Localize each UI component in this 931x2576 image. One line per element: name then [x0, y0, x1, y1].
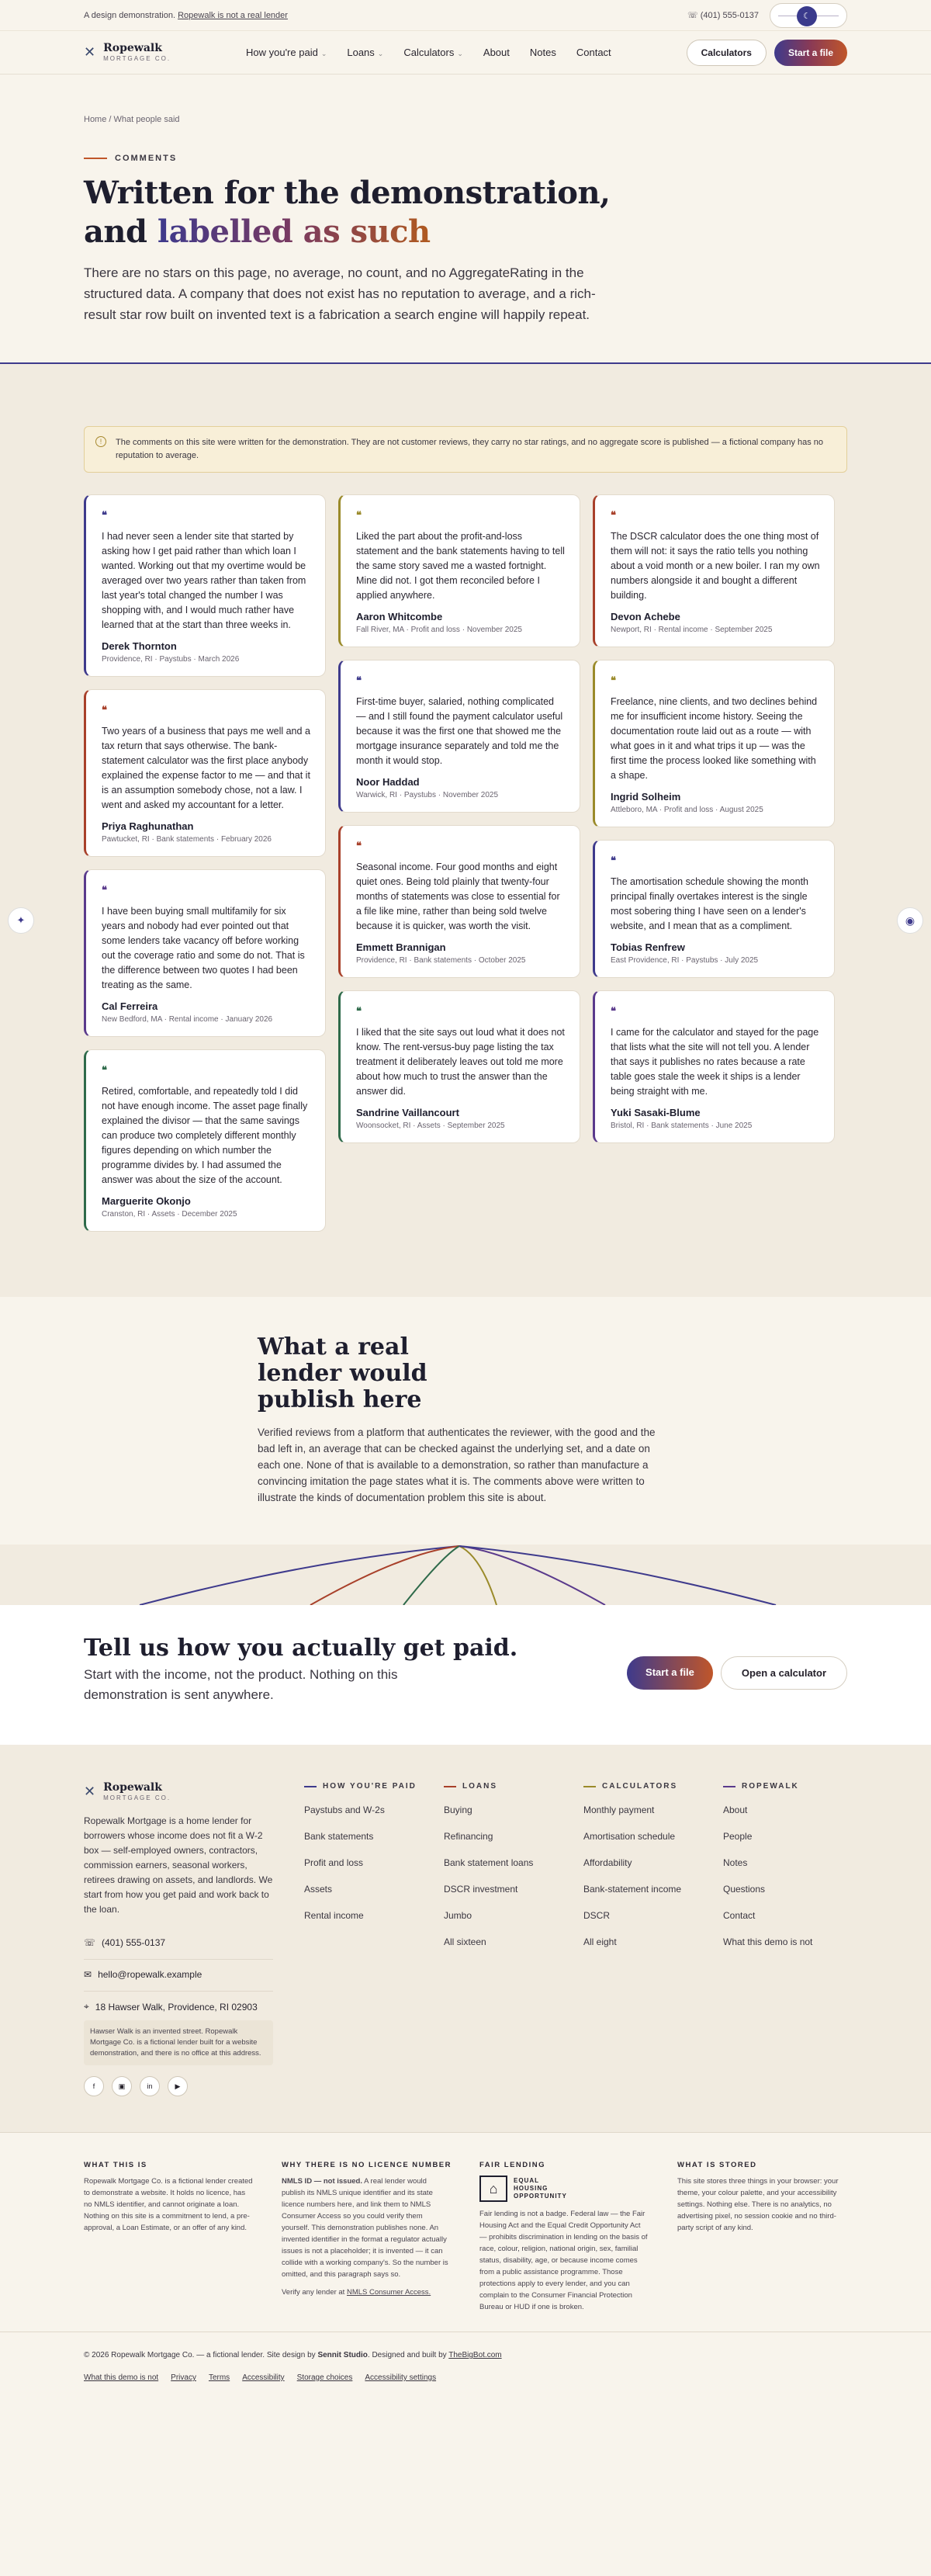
brand-sub: MORTGAGE CO.: [103, 1794, 171, 1801]
nav-item-contact[interactable]: Contact: [576, 47, 611, 58]
breadcrumb: Home / What people said: [84, 115, 180, 124]
comment-column: [593, 494, 835, 1143]
footer-link[interactable]: Refinancing: [444, 1831, 493, 1842]
link-terms[interactable]: Terms: [208, 2373, 230, 2382]
footer-column-title: [583, 1782, 708, 1791]
main-nav: [0, 31, 931, 75]
legal-heading: WHY THERE IS NO LICENCE NUMBER: [282, 2161, 452, 2169]
commenter-name: Sandrine Vaillancourt: [356, 1107, 459, 1118]
house-icon: ⌂: [479, 2176, 507, 2202]
chevron-down-icon: ⌄: [377, 50, 384, 57]
comment-column: [338, 494, 580, 1143]
start-file-cta-button[interactable]: Start a file: [627, 1656, 713, 1690]
footer-link[interactable]: Rental income: [304, 1910, 364, 1921]
comment-card: [84, 869, 326, 1037]
footer-link[interactable]: Assets: [304, 1884, 333, 1895]
link-storage[interactable]: Storage choices: [296, 2373, 353, 2382]
comment-meta: Newport, RI · Rental income · September 2025: [611, 626, 773, 634]
footer-title-text: ROPEWALK: [742, 1782, 799, 1791]
footer-link[interactable]: Amortisation schedule: [583, 1831, 676, 1842]
commenter-name: Aaron Whitcombe: [356, 611, 443, 622]
facebook-icon[interactable]: f: [84, 2076, 104, 2096]
footer-link[interactable]: Jumbo: [444, 1910, 472, 1921]
moon-icon: ☾: [797, 6, 817, 26]
footer-column-title: [304, 1782, 428, 1791]
commenter-name: Yuki Sasaki-Blume: [611, 1107, 701, 1118]
footer-column-title: [723, 1782, 847, 1791]
title-line-2a: and: [84, 213, 157, 250]
commenter-name: Marguerite Okonjo: [102, 1195, 191, 1207]
comment-meta: Warwick, RI · Paystubs · November 2025: [356, 791, 499, 799]
licence-body: A real lender would publish its NMLS unique identifier and its state licence numbers here, and link them to NMLS Consumer Access so you could verify them yourself. This demonstration publishes none. An invented identifier in the format a regulator actually issues is not a placeholder; it is invented — it can collide with a working company's. So the number is omitted, and this paragraph says so.: [282, 2177, 448, 2279]
comment-text: I had never seen a lender site that started by asking how I get paid rather than which loan I wanted. Working out that my overtime would be averaged over two years rather than taken from last year's total changed the number I was shopping with, and I would much rather have learned that at the start than three weeks in.: [102, 531, 306, 630]
commenter-name: Cal Ferreira: [102, 1000, 158, 1012]
footer-link[interactable]: Bank-statement income: [583, 1884, 682, 1895]
chevron-down-icon: ⌄: [320, 50, 327, 57]
comment-text: The amortisation schedule showing the month principal finally overtakes interest is the single most sobering thing I have seen on a lender's website, and I mean that as a compliment.: [611, 876, 809, 931]
eyebrow: [84, 154, 847, 163]
comment-text: I liked that the site says out loud what it does not know. The rent-versus-buy page listing the tax treatment it deliberately leaves out told me more about how much to trust the answer than the answer did.: [356, 1027, 565, 1097]
commenter-name: Devon Achebe: [611, 611, 680, 622]
link-a11y-settings[interactable]: Accessibility settings: [365, 2373, 437, 2382]
legal-section: [0, 2133, 931, 2332]
real-lender-title: What a real lender would publish here: [258, 1333, 427, 1413]
hero-lede: There are no stars on this page, no average, no count, and no AggregateRating in the structured data. A company that does not exist has no reputation to average, and a rich-result star row built on invented text is a fabrication a search engine will happily repeat.: [84, 265, 596, 322]
footer-link[interactable]: DSCR: [583, 1910, 611, 1921]
nav-item-notes[interactable]: Notes: [529, 47, 556, 58]
comment-meta: Bristol, RI · Bank statements · June 2025: [611, 1122, 753, 1130]
link-accessibility[interactable]: Accessibility: [242, 2373, 285, 2382]
comment-meta: Providence, RI · Paystubs · March 2026: [102, 655, 240, 664]
nav-label: How you're paid: [246, 47, 318, 58]
address-note: Hawser Walk is an invented street. Ropewalk Mortgage Co. is a fictional lender built for a website demonstration, and there is no office at this address.: [84, 2020, 273, 2065]
commenter-name: Tobias Renfrew: [611, 941, 685, 953]
comment-card: [338, 990, 580, 1143]
builder-link[interactable]: TheBigBot.com: [448, 2351, 502, 2359]
bottom-bar: [0, 2332, 931, 2413]
brand-name: Ropewalk: [103, 1781, 162, 1794]
legal-text: Ropewalk Mortgage Co. is a fictional lender created to demonstrate a website. It holds no licence, has no NMLS identifier, and cannot originate a loan. Nothing on this site is a commitment to lend, a pre-approval, a Loan Estimate, or an offer of any kind.: [84, 2177, 253, 2232]
knot-logo-icon: ✕: [84, 1784, 96, 1799]
comment-meta: Woonsocket, RI · Assets · September 2025: [356, 1122, 505, 1130]
nav-menu: [246, 47, 611, 58]
comment-meta: Providence, RI · Bank statements · October 2025: [356, 956, 526, 965]
footer-link[interactable]: Bank statements: [304, 1831, 374, 1842]
comment-meta: East Providence, RI · Paystubs · July 2025: [611, 956, 759, 965]
email-text: hello@ropewalk.example: [98, 1969, 202, 1980]
hero: [0, 75, 931, 364]
licence-text: [282, 2176, 452, 2280]
phone-number: (401) 555-0137: [700, 11, 759, 20]
phone-link[interactable]: ☏ (401) 555-0137: [687, 11, 759, 20]
nmls-link[interactable]: NMLS Consumer Access.: [346, 2288, 431, 2297]
brand-name: Ropewalk: [103, 42, 162, 54]
nav-item-how-paid[interactable]: [246, 47, 327, 58]
footer-title-text: LOANS: [462, 1782, 497, 1791]
footer-title-text: HOW YOU'RE PAID: [323, 1782, 417, 1791]
footer-link[interactable]: Affordability: [583, 1857, 632, 1868]
footer-link[interactable]: What this demo is not: [723, 1936, 813, 1947]
legal-heading: WHAT THIS IS: [84, 2161, 147, 2169]
quote-icon: ❝: [611, 1005, 616, 1017]
palette-icon[interactable]: ◉: [897, 907, 923, 934]
comment-text: I came for the calculator and stayed for the page that lists what the site will not tell you. A lender that says it publishes no rates because a rate table goes stale the week it ships is a lender being straight with me.: [611, 1027, 819, 1097]
comment-card: [338, 494, 580, 647]
footer-column-title: [444, 1782, 568, 1791]
mail-icon: ✉: [84, 1969, 92, 1980]
quote-icon: ❝: [356, 674, 362, 686]
bottom-links: [84, 2373, 847, 2382]
pin-icon: ⌖: [84, 2001, 89, 2012]
copy-b: . Designed and built by: [367, 2351, 449, 2359]
footer-link[interactable]: Paystubs and W-2s: [304, 1805, 385, 1815]
nav-item-loans[interactable]: [347, 47, 383, 58]
link-privacy[interactable]: Privacy: [171, 2373, 196, 2382]
open-calculator-button[interactable]: Open a calculator: [721, 1656, 847, 1690]
studio-name: Sennit Studio: [317, 2351, 368, 2359]
phone-text: (401) 555-0137: [102, 1937, 166, 1948]
copy-a: © 2026 Ropewalk Mortgage Co. — a fictional lender. Site design by: [84, 2351, 318, 2359]
legal-text: This site stores three things in your browser: your theme, your colour palette, and your accessibility settings. Nothing else. There is no analytics, no advertising pixel, no session cookie and no third-party script of any kind.: [677, 2177, 839, 2232]
eyebrow-label: COMMENTS: [115, 154, 178, 163]
comment-card: [84, 494, 326, 677]
footer-logo[interactable]: [84, 1782, 273, 1801]
legal-text: Fair lending is not a badge. Federal law — the Fair Housing Act and the Equal Credit Opportunity Act — prohibits discrimination in lending on the basis of race, colour, religion, national origin, sex, familial status, disability, age, or because income comes from a public assistance programme. Those protections apply to every lender, and you can complain to the Consumer Financial Protection Bureau or HUD if one is broken.: [479, 2210, 648, 2311]
brand-sub: MORTGAGE CO.: [103, 55, 171, 62]
quote-icon: ❝: [611, 509, 616, 521]
comment-text: The DSCR calculator does the one thing most of them will not: it says the ratio tells you nothing about a void month or a new boiler. I ran my own numbers alongside it and bought a different building.: [611, 531, 820, 601]
logo[interactable]: [84, 43, 171, 62]
comment-text: Freelance, nine clients, and two declines behind me for insufficient income history. Seeing the documentation route laid out as a route — with what goes in it and what trips it up — was the first time the process looked like something with a shape.: [611, 696, 818, 781]
footer-title-text: CALCULATORS: [602, 1782, 678, 1791]
footer-description: Ropewalk Mortgage is a home lender for borrowers whose income does not fit a W-2 box — self-employed owners, contractors, commission earners, seasonal workers, retirees drawing on assets, and landlords. We start from how you get paid and work back to the loan.: [84, 1815, 273, 1915]
comment-columns: [84, 494, 847, 1232]
footer: [0, 1745, 931, 2133]
comment-card: [84, 1049, 326, 1232]
social-links: [84, 2076, 273, 2096]
comment-text: I have been buying small multifamily for six years and nobody had ever pointed out that some lenders take vacancy off before working out the coverage ratio and some do not. That is the difference between two quotes I had been treating as the same.: [102, 906, 305, 990]
verify-line: [282, 2287, 452, 2298]
demo-disclaimer: [84, 11, 288, 20]
footer-email[interactable]: [84, 1959, 273, 1980]
quote-icon: ❝: [102, 509, 107, 521]
quote-icon: ❝: [356, 1005, 362, 1017]
footer-link[interactable]: Monthly payment: [583, 1805, 655, 1815]
comment-card: [593, 660, 835, 827]
comment-text: First-time buyer, salaried, nothing complicated — and I still found the payment calculator useful because it was the first one that showed me the mortgage insurance separately and told me the month it would stop.: [356, 696, 563, 766]
copyright: [84, 2351, 847, 2359]
commenter-name: Emmett Brannigan: [356, 941, 446, 953]
address-text: 18 Hawser Walk, Providence, RI 02903: [95, 2001, 258, 2013]
theme-toggle[interactable]: [770, 3, 847, 28]
comment-text: Seasonal income. Four good months and eight quiet ones. Being told plainly that twenty-four months of statements was close to essential for a file like mine, rather than being sold twelve because it is quicker, was worth the visit.: [356, 862, 560, 931]
notice-text: The comments on this site were written for the demonstration. They are not customer reviews, they carry no star ratings, and no aggregate score is published — a fictional company has no reputation to average.: [116, 438, 824, 460]
footer-phone[interactable]: [84, 1928, 273, 1948]
comment-text: Retired, comfortable, and repeatedly told I did not have enough income. The asset page finally explained the divisor — that the same savings can produce two completely different monthly figures depending on which number the programme divides by. I had assumed the answer was about the size of the account.: [102, 1086, 308, 1185]
nav-label: Loans: [347, 47, 375, 58]
comment-meta: Pawtucket, RI · Bank statements · February 2026: [102, 835, 272, 844]
comment-meta: Attleboro, MA · Profit and loss · August 2025: [611, 806, 763, 814]
quote-icon: ❝: [102, 884, 107, 896]
link-demo-not[interactable]: What this demo is not: [84, 2373, 159, 2382]
footer-column: [444, 1782, 568, 2096]
cta-section: [0, 1605, 931, 1745]
top-bar: [0, 0, 931, 31]
footer-link[interactable]: DSCR investment: [444, 1884, 518, 1895]
comment-text: Two years of a business that pays me well and a tax return that says otherwise. The bank-statement calculator was the first place anybody explained the expense factor to me — and that it is an assumption somebody chose, not a law. I went and asked my accountant for a letter.: [102, 726, 310, 810]
nmls-label: NMLS ID — not issued.: [282, 2177, 362, 2186]
comment-card: [593, 494, 835, 647]
instagram-icon[interactable]: ▣: [112, 2076, 132, 2096]
decorative-ropes: [0, 1545, 931, 1605]
comment-text: Liked the part about the profit-and-loss statement and the bank statements having to tell the same story saved me a wasted fortnight. Mine did not. I got them reconciled before I applied anywhere.: [356, 531, 565, 601]
nav-item-calculators[interactable]: [403, 47, 463, 58]
comment-card: [338, 825, 580, 978]
footer-link[interactable]: All sixteen: [444, 1936, 486, 1947]
comment-meta: Fall River, MA · Profit and loss · November 2025: [356, 626, 522, 634]
real-lender-section: [0, 1297, 931, 1545]
footer-column: [723, 1782, 847, 2096]
footer-link[interactable]: People: [723, 1831, 753, 1842]
phone-icon: ☏: [84, 1937, 96, 1948]
footer-link[interactable]: Buying: [444, 1805, 472, 1815]
linkedin-icon[interactable]: in: [140, 2076, 160, 2096]
youtube-icon[interactable]: ▶: [168, 2076, 188, 2096]
nav-label: Calculators: [403, 47, 455, 58]
legal-heading: FAIR LENDING: [479, 2161, 546, 2169]
quote-icon: ❝: [102, 704, 107, 716]
disclaimer-text: A design demonstration.: [84, 10, 176, 20]
nav-item-about[interactable]: About: [483, 47, 510, 58]
not-real-lender-link[interactable]: Ropewalk is not a real lender: [178, 10, 288, 20]
comment-meta: Cranston, RI · Assets · December 2025: [102, 1210, 237, 1219]
accessibility-icon[interactable]: ✦: [8, 907, 34, 934]
breadcrumb-home[interactable]: Home: [84, 115, 107, 124]
chevron-down-icon: ⌄: [457, 50, 463, 57]
breadcrumb-current: What people said: [113, 115, 180, 124]
footer-link[interactable]: About: [723, 1805, 748, 1815]
comments-section: [0, 364, 931, 1297]
quote-icon: ❝: [611, 855, 616, 866]
footer-link[interactable]: Questions: [723, 1884, 766, 1895]
commenter-name: Derek Thornton: [102, 640, 177, 652]
commenter-name: Ingrid Solheim: [611, 791, 681, 803]
footer-link[interactable]: Contact: [723, 1910, 756, 1921]
legal-heading: WHAT IS STORED: [677, 2161, 757, 2169]
footer-link[interactable]: Bank statement loans: [444, 1857, 534, 1868]
comment-card: [593, 990, 835, 1143]
footer-link[interactable]: All eight: [583, 1936, 617, 1947]
footer-column: [304, 1782, 428, 2096]
real-lender-body: Verified reviews from a platform that authenticates the reviewer, with the good and the bad left in, an average that can be checked against the underlying set, and a date on each one. None of that is available to a demonstration, so rather than manufacture a convincing imitation the page states what it is. The comments above were written to illustrate the kinds of documentation problem this site is about.: [258, 1427, 656, 1503]
cta-title: Tell us how you actually get paid.: [84, 1635, 518, 1662]
verify-text: Verify any lender at: [282, 2288, 347, 2297]
title-line-2b: labelled as such: [157, 213, 431, 250]
quote-icon: ❝: [102, 1064, 107, 1076]
comment-card: [84, 689, 326, 857]
title-line-1: Written for the demonstration,: [84, 175, 611, 211]
comment-card: [338, 660, 580, 813]
footer-link[interactable]: Profit and loss: [304, 1857, 364, 1868]
comment-column: [84, 494, 326, 1232]
calculators-button[interactable]: Calculators: [687, 40, 767, 66]
footer-column: [583, 1782, 708, 2096]
fiction-notice: [84, 426, 847, 473]
commenter-name: Priya Raghunathan: [102, 820, 194, 832]
footer-link[interactable]: Notes: [723, 1857, 748, 1868]
knot-logo-icon: ✕: [84, 44, 96, 60]
start-file-button[interactable]: Start a file: [774, 40, 847, 66]
quote-icon: ❝: [356, 509, 362, 521]
quote-icon: ❝: [356, 840, 362, 851]
footer-address: [84, 1991, 273, 2013]
cta-sub: Start with the income, not the product. Nothing on this demonstration is sent anywhere.: [84, 1667, 398, 1702]
comment-card: [593, 840, 835, 978]
commenter-name: Noor Haddad: [356, 776, 420, 788]
comment-meta: New Bedford, MA · Rental income · January 2026: [102, 1015, 273, 1024]
page-title: [84, 174, 847, 251]
equal-housing-logo: [479, 2176, 649, 2202]
info-icon: !: [95, 436, 106, 447]
quote-icon: ❝: [611, 674, 616, 686]
ehl-text: EQUAL HOUSING OPPORTUNITY: [514, 2177, 567, 2200]
rope-lines-graphic: [0, 1545, 931, 1605]
